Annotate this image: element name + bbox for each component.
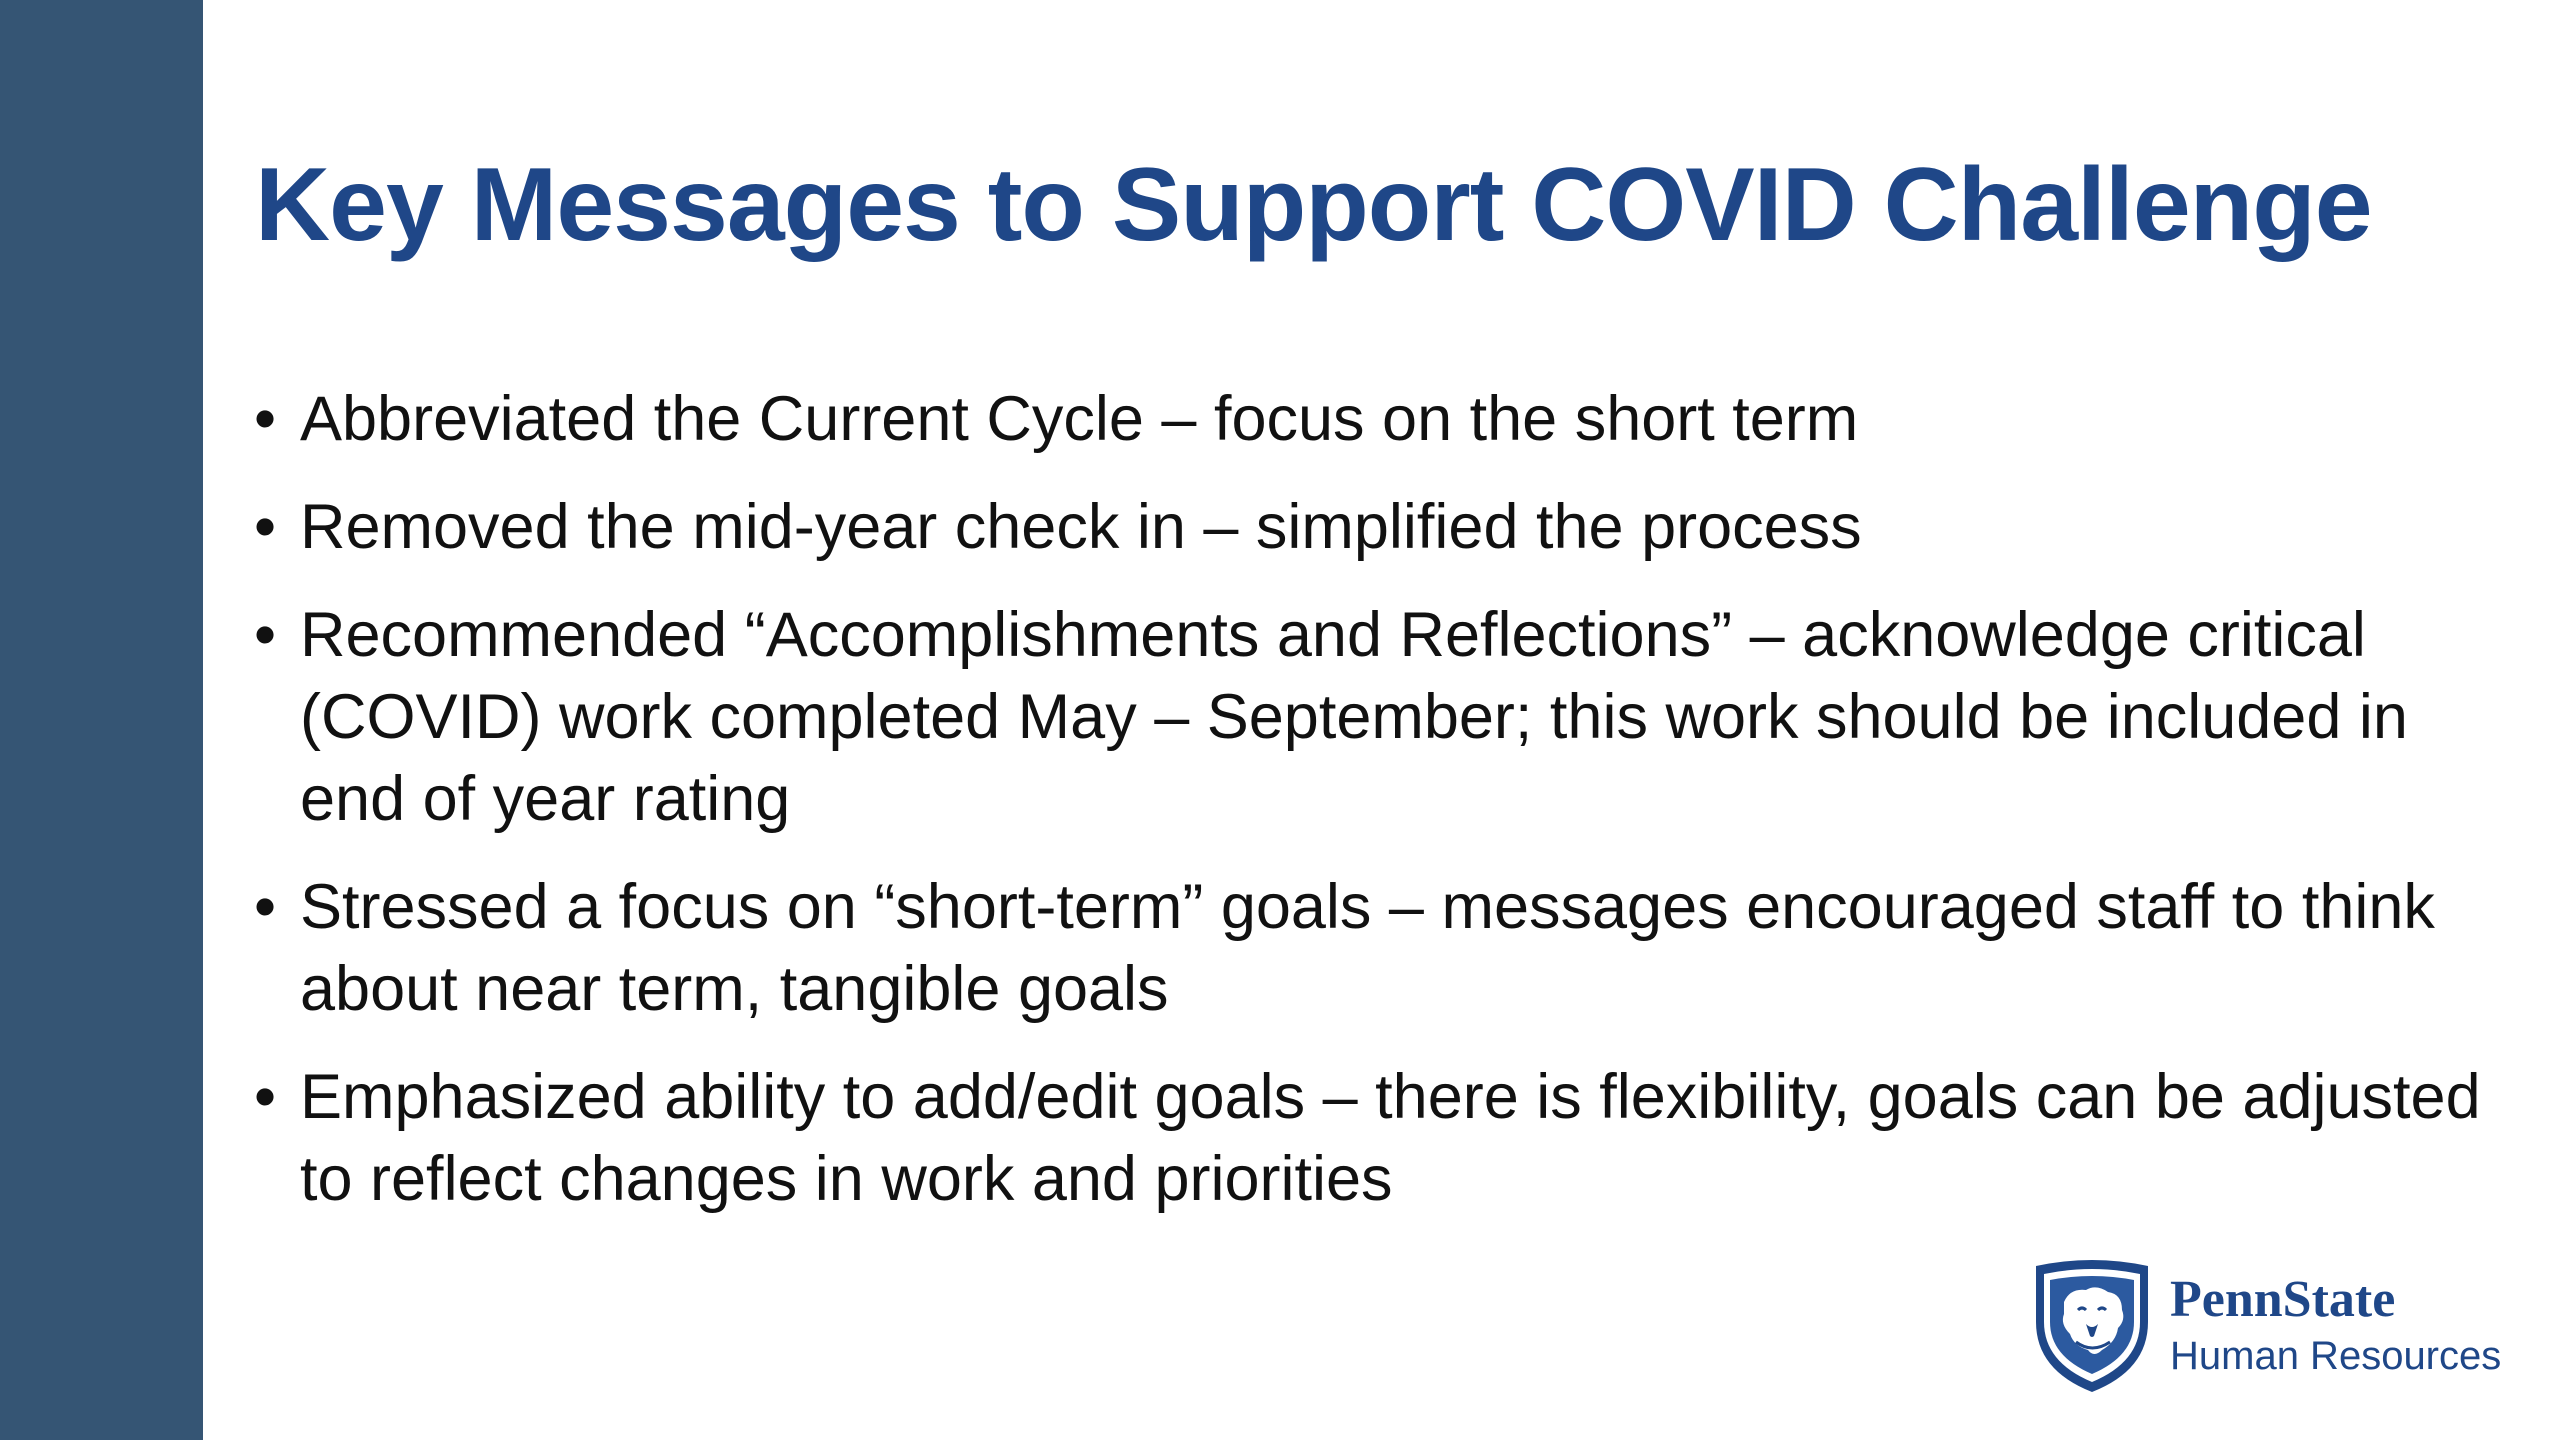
bullet-text: Emphasized ability to add/edit goals – there is flexibility, goals can be adjusted to reflect changes in work and priorities [300, 1062, 2481, 1214]
bullet-icon: • [254, 872, 277, 942]
pennstate-logo [2030, 1258, 2500, 1394]
slide-title: Key Messages to Support COVID Challenge [255, 147, 2372, 263]
bullet-item [250, 866, 2490, 1030]
bullet-text: Recommended “Accomplishments and Reflections” – acknowledge critical (COVID) work completed May – September; this work should be included in end of year rating [300, 600, 2408, 834]
bullet-text: Abbreviated the Current Cycle – focus on the short term [300, 384, 1859, 454]
logo-unit-name: Human Resources [2170, 1334, 2502, 1378]
bullet-item [250, 594, 2490, 840]
logo-wordmark: PennState [2170, 1271, 2396, 1328]
bullet-item [250, 378, 2490, 460]
bullet-item [250, 486, 2490, 568]
bullet-icon: • [254, 1062, 277, 1132]
bullet-text: Removed the mid-year check in – simplified the process [300, 492, 1862, 562]
bullet-list [250, 378, 2490, 1246]
side-bar [0, 0, 203, 1440]
bullet-icon: • [254, 384, 277, 454]
nittany-lion-shield-icon [2030, 1258, 2154, 1394]
bullet-text: Stressed a focus on “short-term” goals – messages encouraged staff to think about near term, tangible goals [300, 872, 2435, 1024]
bullet-item [250, 1056, 2490, 1220]
bullet-icon: • [254, 600, 277, 670]
bullet-icon: • [254, 492, 277, 562]
